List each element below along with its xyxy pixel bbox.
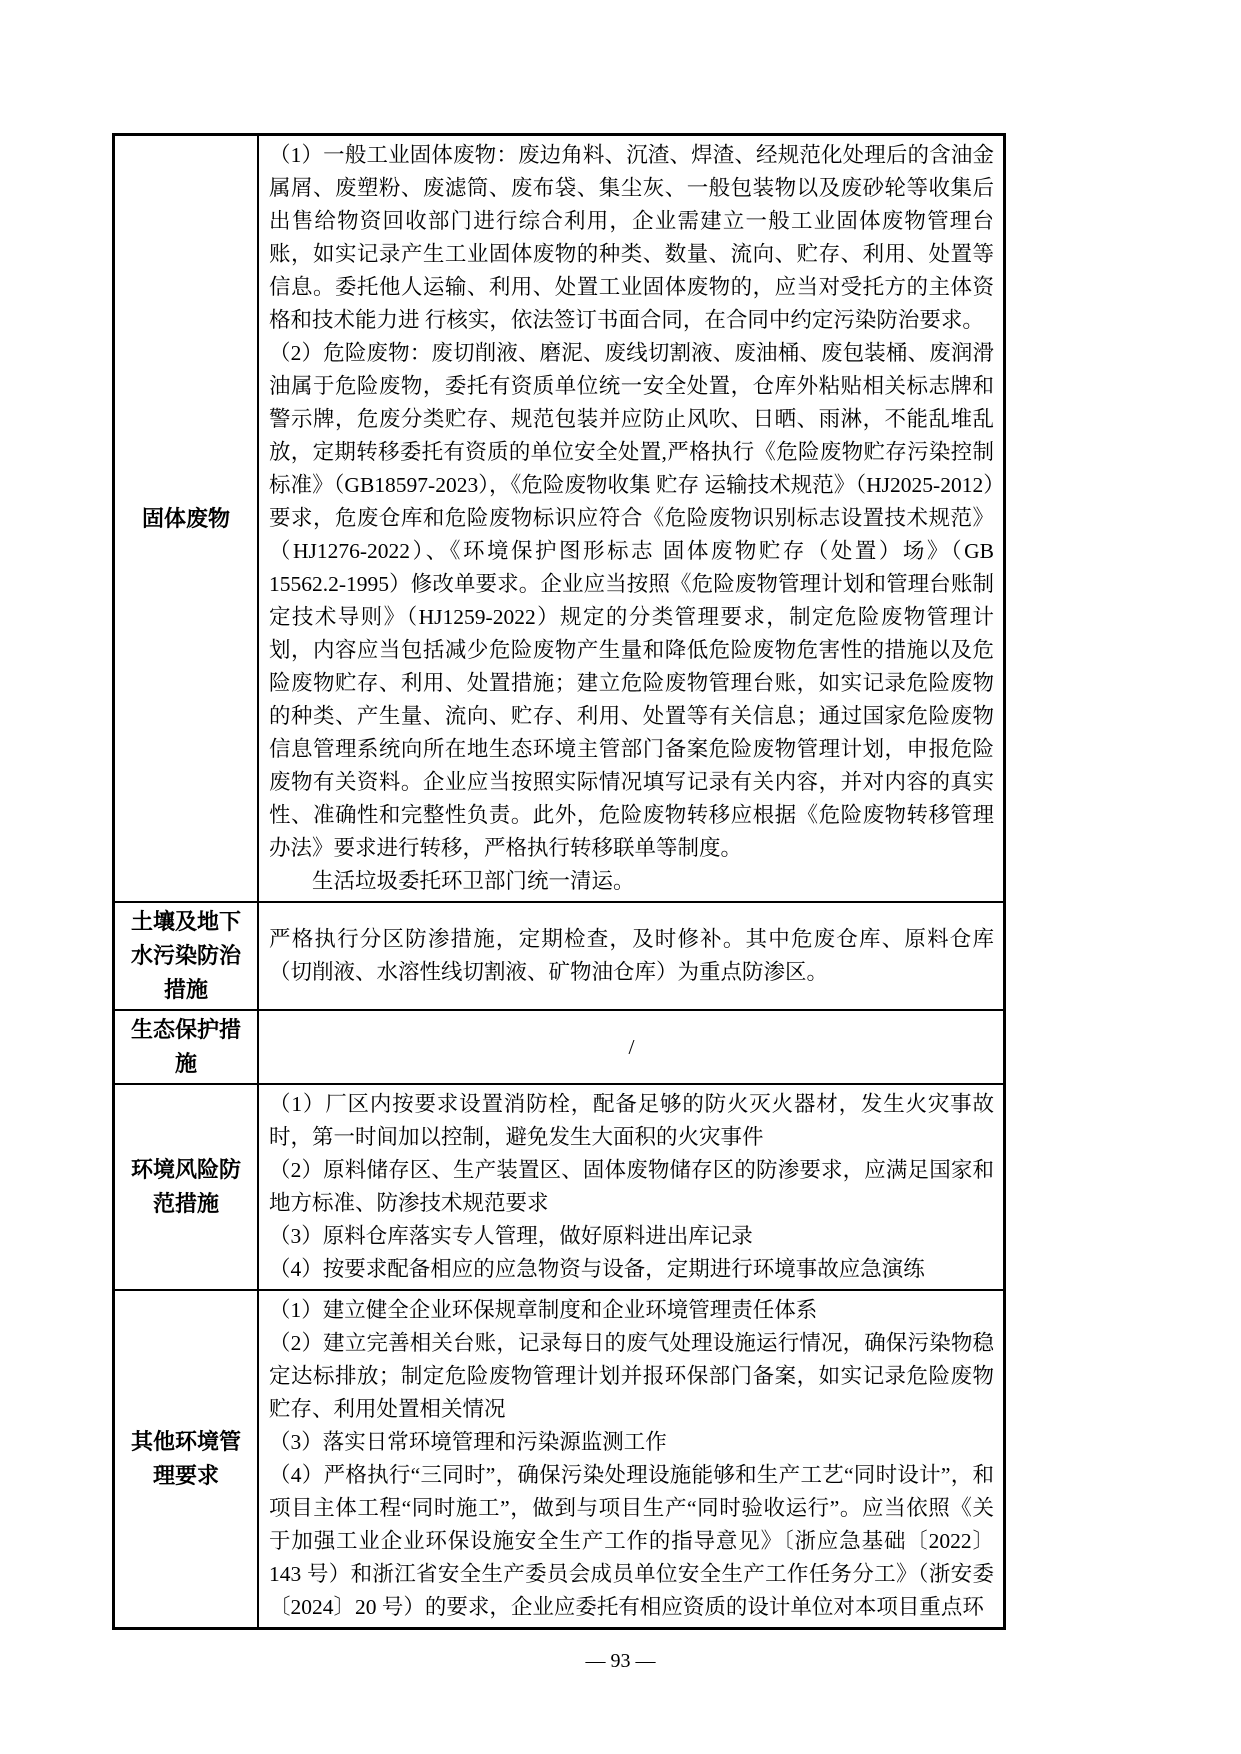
paragraph: （3）落实日常环境管理和污染源监测工作 — [269, 1430, 667, 1454]
row-label-other-management: 其他环境管理要求 — [114, 1290, 259, 1629]
row-content-soil-groundwater — [258, 902, 1005, 1010]
paragraph: （2）建立完善相关台账，记录每日的废气处理设施运行情况，确保污染物稳定达标排放；制定危险废物管理计划并报环保部门备案，如实记录危险废物贮存、利用处置相关情况 — [269, 1331, 994, 1421]
row-label-solid-waste: 固体废物 — [114, 135, 259, 903]
row-label-environmental-risk: 环境风险防范措施 — [114, 1084, 259, 1290]
paragraph: （4）按要求配备相应的应急物资与设备，定期进行环境事故应急演练 — [269, 1257, 925, 1281]
row-label-ecological-protection: 生态保护措施 — [114, 1010, 259, 1084]
table-row — [114, 902, 1005, 1010]
paragraph: 生活垃圾委托环卫部门统一清运。 — [312, 869, 635, 893]
paragraph: （2）危险废物：废切削液、磨泥、废线切割液、废油桶、废包装桶、废润滑油属于危险废物，委托有资质单位统一安全处置，仓库外粘贴相关标志牌和警示牌，危废分类贮存、规范包装并应防止风吹、日晒、雨淋，不能乱堆乱放，定期转移委托有资质的单位安全处置,严格执行《危险废物贮存污染控制标准》（GB18597-2023），《危险废物收集 贮存 运输技术规范》（HJ2025-2012）要求，危废仓库和危险废物标识应符合《危险废物识别标志设置技术规范》（HJ1276-2022）、《环境保护图形标志 固体废物贮存（处置）场》（GB 15562.2-1995）修改单要求。企业应当按照《危险废物管理计划和管理台账制定技术导则》（HJ1259-2022）规定的分类管理要求，制定危险废物管理计划，内容应当包括减少危险废物产生量和降低危险废物危害性的措施以及危险废物贮存、利用、处置措施；建立危险废物管理台账，如实记录危险废物的种类、产生量、流向、贮存、利用、处置等有关信息；通过国家危险废物信息管理系统向所在地生态环境主管部门备案危险废物管理计划，申报危险废物有关资料。企业应当按照实际情况填写记录有关内容，并对内容的真实性、准确性和完整性负责。此外，危险废物转移应根据《危险废物转移管理办法》要求进行转移，严格执行转移联单等制度。 — [269, 341, 994, 860]
paragraph: （1）一般工业固体废物：废边角料、沉渣、焊渣、经规范化处理后的含油金属屑、废塑粉、废滤筒、废布袋、集尘灰、一般包装物以及废砂轮等收集后出售给物资回收部门进行综合利用，企业需建立一般工业固体废物管理台账，如实记录产生工业固体废物的种类、数量、流向、贮存、利用、处置等信息。委托他人运输、利用、处置工业固体废物的，应当对受托方的主体资格和技术能力进 行核实，依法签订书面合同，在合同中约定污染防治要求。 — [269, 143, 994, 332]
table-row — [114, 1290, 1005, 1629]
table-row — [114, 1084, 1005, 1290]
table-row — [114, 1010, 1005, 1084]
paragraph: 严格执行分区防渗措施，定期检查，及时修补。其中危废仓库、原料仓库（切削液、水溶性线切割液、矿物油仓库）为重点防渗区。 — [269, 927, 994, 984]
paragraph: / — [628, 1034, 635, 1059]
table-row — [114, 135, 1005, 903]
environmental-requirements-table — [112, 133, 1006, 1630]
row-content-ecological-protection — [258, 1010, 1005, 1084]
row-content-solid-waste — [258, 135, 1005, 903]
paragraph: （2）原料储存区、生产装置区、固体废物储存区的防渗要求，应满足国家和地方标准、防渗技术规范要求 — [269, 1158, 994, 1215]
paragraph: （4）严格执行“三同时”，确保污染处理设施能够和生产工艺“同时设计”，和项目主体工程“同时施工”，做到与项目生产“同时验收运行”。应当依照《关于加强工业企业环保设施安全生产工作的指导意见》〔浙应急基础〔2022〕143 号）和浙江省安全生产委员会成员单位安全生产工作任务分工》（浙安委〔2024〕20 号）的要求，企业应委托有相应资质的设计单位对本项目重点环 — [269, 1463, 994, 1619]
paragraph: （1）厂区内按要求设置消防栓，配备足够的防火灭火器材，发生火灾事故时，第一时间加以控制，避免发生大面积的火灾事件 — [269, 1092, 994, 1149]
paragraph: （3）原料仓库落实专人管理，做好原料进出库记录 — [269, 1224, 753, 1248]
paragraph: （1）建立健全企业环保规章制度和企业环境管理责任体系 — [269, 1298, 818, 1322]
row-label-soil-groundwater: 土壤及地下水污染防治措施 — [114, 902, 259, 1010]
row-content-other-management — [258, 1290, 1005, 1629]
row-content-environmental-risk — [258, 1084, 1005, 1290]
page-number: — 93 — — [585, 1650, 656, 1672]
